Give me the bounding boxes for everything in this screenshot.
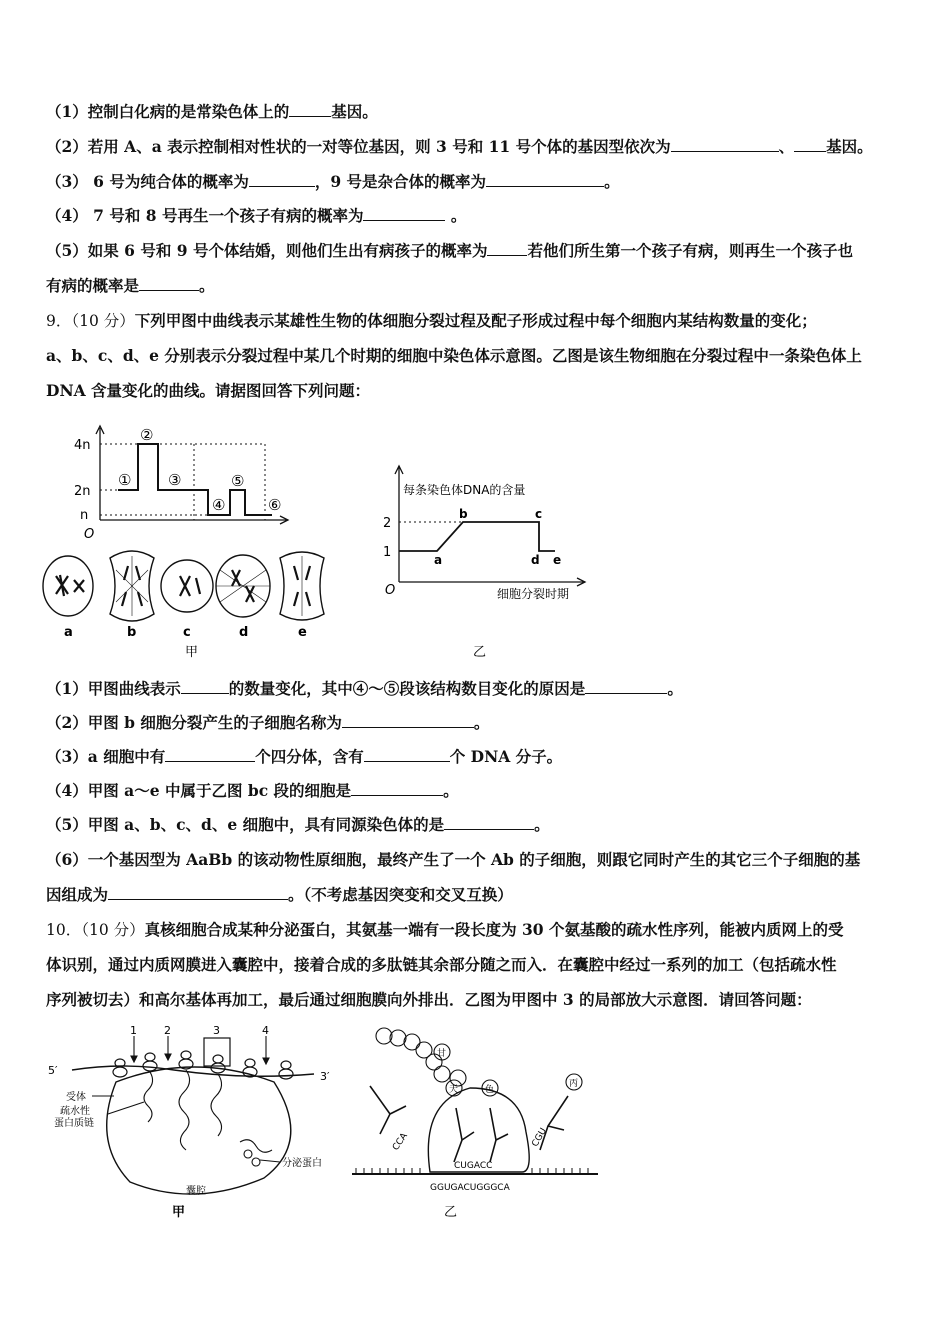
q9-part6a: （6）一个基因型为 AaBb 的该动物性原细胞，最终产生了一个 Ab 的子细胞，则跟它同时产生的其它三个子细胞的基 [46, 850, 861, 869]
q9-part1: （1）甲图曲线表示 的数量变化，其中④～⑤段该结构数目变化的原因是 。 [46, 679, 683, 698]
answer-blank[interactable] [139, 276, 199, 291]
jia-label: 分泌蛋白 [282, 1158, 322, 1169]
answer-blank[interactable] [486, 172, 604, 187]
answer-blank[interactable] [165, 747, 255, 762]
mrna-sequence: GGUGACUGGGCA [430, 1183, 510, 1193]
strand-end: 5′ [48, 1064, 58, 1077]
answer-blank[interactable] [671, 137, 779, 152]
cell-label: c [183, 625, 191, 640]
cell-label: d [239, 625, 249, 640]
q10-heading-2: 体识别，通过内质网膜进入囊腔中，接着合成的多肽链其余部分随之而入．在囊腔中经过一系列的加工（包括疏水性 [46, 955, 837, 974]
jia-y-tick: n [80, 508, 89, 523]
figure-caption: 乙 [444, 1205, 458, 1218]
jia-origin: O [84, 527, 95, 542]
jia-label: 囊腔 [186, 1186, 206, 1197]
q9-part5: （5）甲图 a、b、c、d、e 细胞中，具有同源染色体的是 。 [46, 815, 550, 834]
answer-blank[interactable] [364, 747, 450, 762]
q9-heading-3: DNA 含量变化的曲线。请据图回答下列问题： [46, 381, 371, 400]
arrow-number: 2 [164, 1024, 171, 1037]
amino-acid-label: 甘 [437, 1049, 447, 1059]
yi-x-label: 细胞分裂时期 [497, 587, 570, 601]
cell-a-drawing [43, 556, 93, 616]
q9-heading-1: 9．（10 分）下列甲图中曲线表示某雄性生物的体细胞分裂过程及配子形成过程中每个细胞内某结构数量的变化； [46, 311, 817, 330]
segment-label: ④ [212, 496, 226, 514]
segment-label: ③ [168, 471, 182, 489]
cell-label: b [127, 625, 137, 640]
arrow-number: 4 [262, 1024, 269, 1037]
q10-heading-3: 序列被切去）和高尔基体再加工，最后通过细胞膜向外排出．乙图为甲图中 3 的局部放大示意图．请回答问题： [46, 990, 812, 1009]
q9-part6b: 因组成为 。（不考虑基因突变和交叉互换） [46, 885, 513, 904]
segment-label: ⑤ [231, 472, 245, 490]
yi-origin: O [385, 583, 396, 598]
answer-blank[interactable] [363, 206, 445, 221]
amino-acid-label: 天 [449, 1085, 459, 1095]
q10-figure-jia [44, 1022, 354, 1218]
jia-label: 受体 [66, 1092, 86, 1103]
cell-label: e [298, 625, 307, 640]
point-label: a [434, 553, 443, 567]
amino-acid-label: 丙 [569, 1079, 579, 1089]
q8-part4: （4） 7 号和 8 号再生一个孩子有病的概率为 。 [46, 206, 467, 225]
anticodon: CCA [390, 1131, 410, 1153]
answer-blank[interactable] [487, 241, 527, 256]
answer-blank[interactable] [351, 781, 443, 796]
yi-y-tick: 2 [383, 516, 392, 531]
anticodon: CUGACC [454, 1161, 493, 1171]
yi-y-label: 每条染色体DNA的含量 [403, 483, 526, 497]
arrow-number: 3 [213, 1024, 220, 1037]
amino-acid-label: 色 [485, 1085, 495, 1095]
anticodon: CGU [530, 1126, 549, 1149]
q8-part2: （2）若用 A、a 表示控制相对性状的一对等位基因，则 3 号和 11 号个体的基因型依次为 、 基因。 [46, 137, 873, 156]
point-label: b [459, 507, 468, 521]
q9-figure-jia [40, 420, 340, 664]
answer-blank[interactable] [249, 172, 315, 187]
q9-part2: （2）甲图 b 细胞分裂产生的子细胞名称为 。 [46, 713, 490, 732]
cell-c-drawing [161, 560, 213, 612]
q8-part1: （1）控制白化病的是常染色体上的 基因。 [46, 102, 378, 121]
figure-caption: 乙 [473, 645, 487, 660]
q9-figure-yi [375, 460, 595, 660]
q10-figure-yi [350, 1022, 600, 1218]
answer-blank[interactable] [289, 102, 331, 117]
q9-part4: （4）甲图 a～e 中属于乙图 bc 段的细胞是 。 [46, 781, 459, 800]
answer-blank[interactable] [794, 137, 826, 152]
yi-y-tick: 1 [383, 545, 392, 560]
jia-label: 蛋白质链 [54, 1118, 94, 1129]
jia-y-tick: 2n [74, 484, 91, 499]
jia-y-tick: 4n [74, 438, 91, 453]
answer-blank[interactable] [342, 713, 474, 728]
figure-caption: 甲 [172, 1205, 186, 1218]
answer-blank[interactable] [444, 815, 534, 830]
segment-label: ① [118, 471, 132, 489]
point-label: c [535, 507, 543, 521]
q9-part3: （3）a 细胞中有 个四分体，含有 个 DNA 分子。 [46, 747, 563, 766]
cell-label: a [64, 625, 73, 640]
arrow-number: 1 [130, 1024, 137, 1037]
q9-heading-2: a、b、c、d、e 分别表示分裂过程中某几个时期的细胞中染色体示意图。乙图是该生物细胞在分裂过程中一条染色体上 [46, 346, 862, 365]
point-label: d [531, 553, 540, 567]
q8-part5b: 有病的概率是 。 [46, 276, 215, 295]
answer-blank[interactable] [108, 885, 288, 900]
point-label: e [553, 553, 562, 567]
segment-label: ⑥ [268, 496, 282, 514]
q10-heading-1: 10．（10 分）真核细胞合成某种分泌蛋白，其氨基一端有一段长度为 30 个氨基酸的疏水性序列，能被内质网上的受 [46, 920, 844, 939]
figure-caption: 甲 [185, 645, 199, 660]
q8-part5a: （5）如果 6 号和 9 号个体结婚，则他们生出有病孩子的概率为 若他们所生第一个孩子有病，则再生一个孩子也 [46, 241, 853, 260]
answer-blank[interactable] [181, 679, 229, 694]
q8-part3: （3） 6 号为纯合体的概率为 ，9 号是杂合体的概率为 。 [46, 172, 620, 191]
segment-label: ② [140, 426, 154, 444]
strand-end: 3′ [320, 1070, 330, 1083]
jia-label: 疏水性 [60, 1106, 90, 1117]
answer-blank[interactable] [585, 679, 667, 694]
